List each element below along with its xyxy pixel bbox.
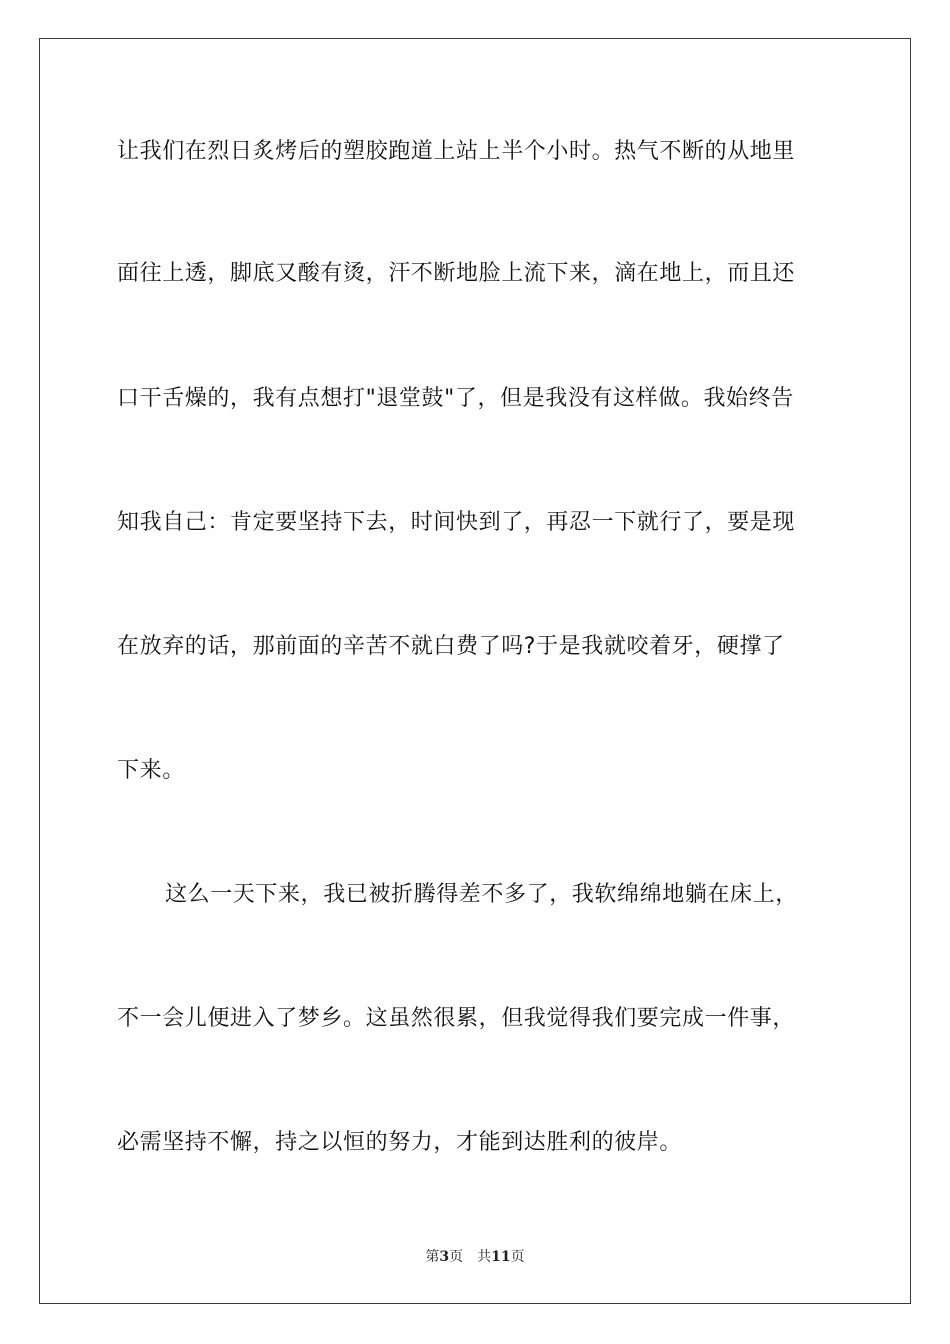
text-line: 下来。 xyxy=(117,758,185,783)
text-line: 知我自己：肯定要坚持下去，时间快到了，再忍一下就行了，要是现 xyxy=(117,510,796,535)
text-line: 在放弃的话，那前面的辛苦不就白费了吗?于是我就咬着牙，硬撑了 xyxy=(117,634,785,659)
text-line: 必需坚持不懈，持之以恒的努力，才能到达胜利的彼岸。 xyxy=(117,1130,683,1155)
text-line: 让我们在烈日炙烤后的塑胶跑道上站上半个小时。热气不断的从地里 xyxy=(117,139,796,164)
text-line: 面往上透，脚底又酸有烫，汗不断地脸上流下来，滴在地上，而且还 xyxy=(117,261,796,286)
page-footer xyxy=(0,1248,950,1266)
page-suffix: 页 xyxy=(449,1249,464,1265)
total-suffix: 页 xyxy=(510,1249,525,1265)
page-prefix: 第 xyxy=(425,1249,440,1265)
text-line: 这么一天下来，我已被折腾得差不多了，我软绵绵地躺在床上， xyxy=(165,882,798,907)
text-line: 口干舌燥的，我有点想打"退堂鼓"了，但是我没有这样做。我始终告 xyxy=(117,386,794,411)
text-line: 不一会儿便进入了梦乡。这虽然很累，但我觉得我们要完成一件事， xyxy=(117,1006,796,1031)
total-prefix: 共 xyxy=(477,1249,492,1265)
total-pages: 11 xyxy=(491,1249,511,1265)
page-number: 3 xyxy=(439,1249,450,1265)
page-border xyxy=(39,38,911,1304)
